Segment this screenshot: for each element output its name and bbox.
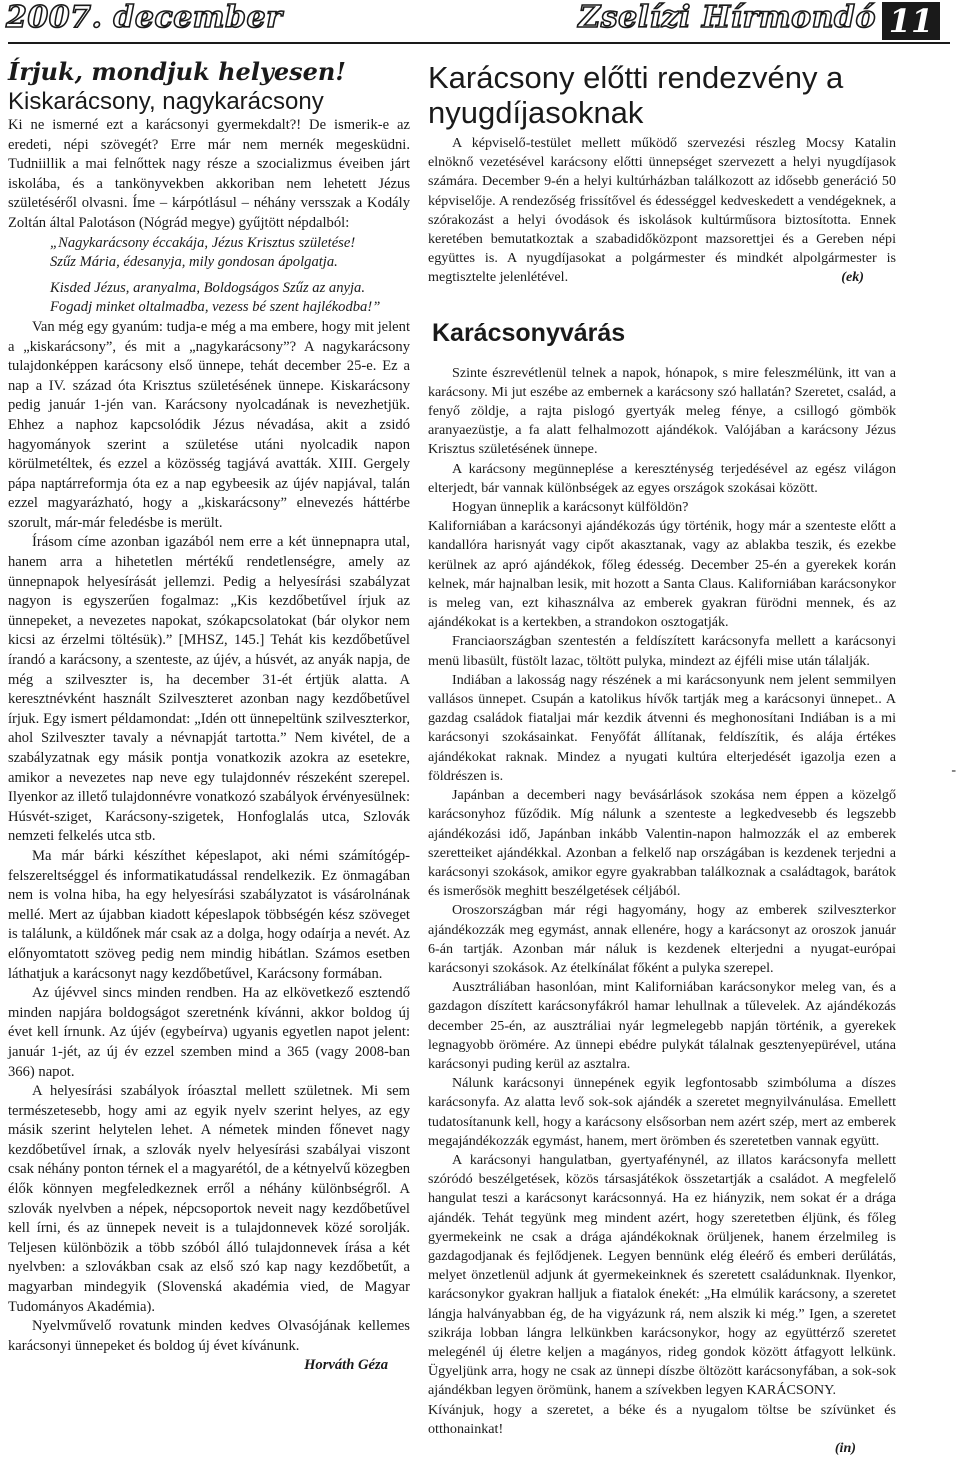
left-column [8,58,410,1376]
article-paragraph: A karácsony megünneplése a kereszténység terjedésével az egész világon elterjedt, bár vannak különbségek az egyes országok szokásai között. [428,460,896,496]
header-rule [8,42,950,44]
article-paragraph: Van még egy gyanúm: tudja-e még a ma embere, hogy mit jelent a „kiskarácsony”, és mit a „nagykarácsony”? A nagykarácsony tulajdonképpen karácsony első ünnepe, tehát december 25-e. Ez a nap a IV. század óta Krisztus születésének ünnepe. Kiskarácsony pedig január 1-jén van. Karácsony nyolcadának is nevezhetjük. Ehhez a naphoz kapcsolódik Jézus névadása, akit a zsidó hagyományok szerint a születése utáni nyolcadik napon körülmetéltek, és ezzel a közösség tagjává avatták. XIII. Gergely pápa naptárreformja óta ez a nap egybeesik az újév napjával, talán ezzel magyarázható, hogy a „kiskarácsony” elnevezés háttérbe szorult, már-már feledésbe is merült. [8,318,410,531]
article-paragraph [428,134,896,288]
article-paragraph: Nyelvművelő rovatunk minden kedves Olvasójának kellemes karácsonyi ünnepeket és boldog új évet kívánunk. [8,1318,410,1354]
article-paragraph: Kívánjuk, hogy a szeretet, a béke és a nyugalom töltse be szívünket és otthonainkat! [428,1401,896,1437]
article-paragraph: Indiában a lakosság nagy részének a mi karácsonyunk nem jelent semmilyen vallásos ünnepet. Csupán a katolikus hívők tartják meg a karácsonyi ünnepet.. A gazdag családok fiataljai már kezdik átvenni és meghonosítani Indiában is a mi karácsonyi szokásainkat. Fenyőfát állítanak, feldíszítik, és alája értékes ajándékokat raknak. Mindez a nyugati kultúra elterjedését igazolja ezen a földrészen is. [428,671,896,784]
article-paragraph: Nálunk karácsonyi ünnepének egyik legfontosabb szimbóluma a díszes karácsonyfa. Az alatta levő sok-sok ajándék a szeretet megnyilvánulása. Emellett tudatosítanunk kell, hogy a karácsony elsősorban nem azért szép, mert az emberek megajándékozzák egymást, hanem, mert örömben és szeretetben vannak együtt. [428,1075,896,1149]
article-title: Kiskarácsony, nagykarácsony [8,88,324,115]
verse-line: „Nagykarácsony éccakája, Jézus Krisztus születése! [50,234,356,251]
page-header [0,0,960,40]
column-kicker: Írjuk, mondjuk helyesen! [8,57,346,86]
article-paragraph: Kaliforniában a karácsonyi ajándékozás úgy történik, hogy már a szenteste előtt a kandallóra harisnyát vagy cipőt akasztanak, vagy az ablakba teszik, és ezekbe kerülnek az apró ajándékok, főleg édesség. December 25-én a gyerekek korán kelnek, már hajnalban lesik, mit hozott a Santa Claus. Kaliforniában karácsonykor is meleg van, ezt kihasználva az emberek gyakran fürödni mennek, és az ajándékokat is a kertekben, a strandokon osztogatják. [428,518,896,631]
margin-mark: - [951,763,956,778]
article-title: Karácsonyvárás [432,318,626,347]
right-column [428,60,896,1458]
article-paragraph: A karácsonyi hangulatban, gyertyafénynél, az illatos karácsonyfa mellett szóródó beszélgetések, közös társasjátékok összetartják a családot. A megfelelő hangulat teszi a karácsonyt karácsonnyá. Ha ez hiányzik, nem sokat ér a drága ajándék. Tehát tegyünk meg mindent azért, hogy szeretetben éljünk, és főleg gyermekeink ne csak a drága ajándékoknak örüljenek, hanem érzelmileg is gazdagodjanak és fejlődjenek. Legyen bennünk elég éleérő és emberi derűlátás, melyet önzetlenül adjunk át gyermekeinknek és szeretett családunknak. Ilyenkor, karácsonykor gyakran halljuk a fiatalok énekét: „Ha elmúlik karácsony, a szeretet lángja halványabban ég, de ha vigyázunk rá, nem alszik ki még.” Igen, a szeretet szikrája lobban lángra lelkünkben karácsonykor, hogy az együttérző szeretet melegénél új életre keljen a magányos, rideg gondok között átfagyott lelkünk. Ügyeljünk arra, hogy ne csak az ünnepi díszbe öltözött karácsonyfában, a sok-sok ajándékban legyen örömünk, hanem a szívekben legyen KARÁCSONY. [428,1151,896,1399]
article-text: A képviselő-testület mellett működő szervezési részleg Mocsy Katalin elnöknő vezetésével karácsony előtti ünnepséget szervezett a helyi nyugdíjasok számára. December 9-én a helyi kultúrházban találkozott az idősebb generáció 50 képviselője. A rendezőség frissítővel és édességgel kedveskedett a vendégeknek, a szórakozást a helyi óvodások és iskolások kultúrműsora biztosította. Ennek keretében bemutatkoztak a szabadidőközpont mazsorettjei és a Gereben népi együttes is. A nyugdíjasokat a polgármester és mindkét alpolgármester is megtisztelte jelenlétével. [428,135,896,286]
author-initials: (ek) [841,269,864,286]
verse-line: Szűz Mária, édesanyja, mily gondosan ápolgatja. [50,254,338,271]
article-paragraph: Ma már bárki készíthet képeslapot, aki némi számítógép-felszereltséggel és informatikatudással rendelkezik. Ez önmagában nem is volna hiba, ha egy helyesírási szabályzatot is vásárolnának mellé. Mert az újabban kiadott képeslapok többségén kész szöveget is találunk, a küldőnek már csak az a dolga, hogy odaírja a nevét. Az előnyomtatott szöveg pedig nem mindig hibátlan. Számos esetben láthatjuk a karácsonyt nagy kezdőbetűvel, Karácsony formában. [8,847,410,982]
issue-date: 2007. december [6,0,283,35]
page-number: 11 [882,2,940,40]
article-paragraph: Hogyan ünneplik a karácsonyt külföldön? [452,499,689,516]
author-initials: (in) [834,1440,856,1456]
article-paragraph: Japánban a decemberi nagy bevásárlások szokása nem éppen a közelgő karácsonyhoz fűződik. Míg nálunk a szenteste a legkedvesebb és legszebb ajándékozási idő, Japánban inkább Valentin-napon halmozzák el az emberek szeretteiket ajándékkal. Azonban a felkelő nap országában is kezdenek terjedni a karácsonyi szokások, amikor egyre gyakrabban találkoznak a családtagok, barátok és ismerősök meghitt beszélgetések céljából. [428,787,896,900]
article-title: Karácsony előtti rendezvény a nyugdíjasoknak [428,60,844,130]
article-paragraph: Oroszországban már régi hagyomány, hogy az emberek szilveszterkor ajándékozzák meg egymást, annak ellenére, hogy a karácsonyt az oroszok január 6-án tartják. Azonban már náluk is kezdenek elterjedni a nyugat-európai karácsonyi szokások. Az ételkínálat főként a pulyka szerepel. [428,902,896,976]
article-paragraph: Ausztráliában hasonlóan, mint Kaliforniában karácsonykor meleg van, és a gazdagon díszített karácsonyfákról hamar lehullnak a tűlevelek. Az ajándékozás december 25-én, az ausztráliai nyár legmelegebb napján történik, a gyerekek legnagyobb örömére. Az ünnepi ebédre pulykát tálalnak gesztenyepürével, utána karácsonyi puding kerül az asztalra. [428,979,896,1072]
author-signature: Horváth Géza [304,1357,388,1374]
verse-line: Fogadj minket oltalmadba, vezess bé szent hajlékodba!” [50,299,381,316]
article-paragraph: A helyesírási szabályok íróasztal mellett születnek. Mi sem természetesebb, hogy ami az egyik nyelv szerint helyes, az egy másik szerint helytelen lehet. A németek minden főnevet nagy kezdőbetűvel írnak, a szlovák nyelv helyesírási szabályai viszont csak néhány ponton térnek el a magyarétól, de a kétnyelvű közegben élők könnyen megfeledkeznek erről a néhány különbségről. A szlovák nyelvben a népek, népcsoportok neveit nagy kezdőbetűvel kell írni, és az ünnepek neveit is a tulajdonnevek közé sorolják. Teljesen különbözik a több szóból álló tulajdonnevek írása a két nyelvben: a szlovákban csak az első szó kap nagy kezdőbetűt, a magyarban mindegyik (Slovenská akadémia vied, de Magyar Tudományos Akadémia). [8,1083,410,1315]
article-paragraph: Franciaországban szentestén a feldíszített karácsonyfa mellett a karácsonyi menü libasült, füstölt lazac, töltött pulyka, mindezt az éjféli mise után tálalják. [428,633,896,669]
publication-title: Zselízi Hírmondó [578,0,876,35]
article-paragraph: Írásom címe azonban igazából nem erre a két ünnepnapra utal, hanem arra a hihetetlen mértékű rendetlenségre, amely az ünnepnapok helyesírását jellemzi. Pedig a helyesírási szabályzat nagyon is egyszerűen fogalmaz: „Kis kezdőbetűvel írjuk az ünnepeket, a nevezetes napokat, szókapcsolatokat (bár olykor nem kicsi az érzelmi töltésük).” [MHSZ, 145.] Tehát kis kezdőbetűvel írandó a karácsony, a szenteste, az újév, a húsvét, az anyák napja, de még a szilveszter is, ha december 31-ét értjük alatta. A keresztnévként használt Szilveszteret azonban nagy kezdőbetűvel írjuk. Egy ismert példamondat: „Idén ott ünnepeltünk szilveszterkor, ahol Szilveszter tavaly a névnapját tartotta.” Nem kivétel, de a szabályzatnak egy másik pontja vonatkozik azokra az esetekre, amikor a nevezetes nap neve egy tulajdonnév részeként szerepel. Ilyenkor az illető tulajdonnévre vonatkozó szabályok érvényesülnek: Húsvét-sziget, Karácsony-szigetek, Honfoglalás utca, Szlovák nemzeti felkelés utca stb. [8,534,410,845]
article-paragraph: Az újévvel sincs minden rendben. Ha az elkövetkező esztendő minden napjára boldogságot szeretnénk kívánni, akkor boldog új évet kell írnunk. Az újév (egybeírva) ugyanis egyetlen napot jelent: január 1-jét, az új év ezzel szemben mind a 365 (vagy 2008-ban 366) napot. [8,985,410,1080]
article-paragraph: Szinte észrevétlenül telnek a napok, hónapok, s mire feleszmélünk, itt van a karácsony. Mi jut eszébe az embernek a karácsony szó hallatán? Szeretet, család, a fenyő zöldje, a rajta pislogó gyertyák meleg fénye, a csillogó gömbök aranyaezüstje, a fa alatt felhalmozott ajándékok. Valójában a karácsony Jézus Krisztus születésének ünnepe. [428,364,896,458]
article-intro: Ki ne ismerné ezt a karácsonyi gyermekdalt?! De ismerik-e az eredeti, népi szövegét? Erre már nem mernék megesküdni. Tudniillik a mai felnőttek nagy része a szocializmus éveiben járt iskolába, és a tankönyvekben akkoriban nem lehetett Jézus születéséről olvasni. Íme – kárpótlásul – néhány versszak a Kodály Zoltán által Palotáson (Nógrád megye) gyűjtött népdalból: [8,117,410,231]
verse-line: Kisded Jézus, aranyalma, Boldogságos Szűz az anyja. [50,279,365,296]
